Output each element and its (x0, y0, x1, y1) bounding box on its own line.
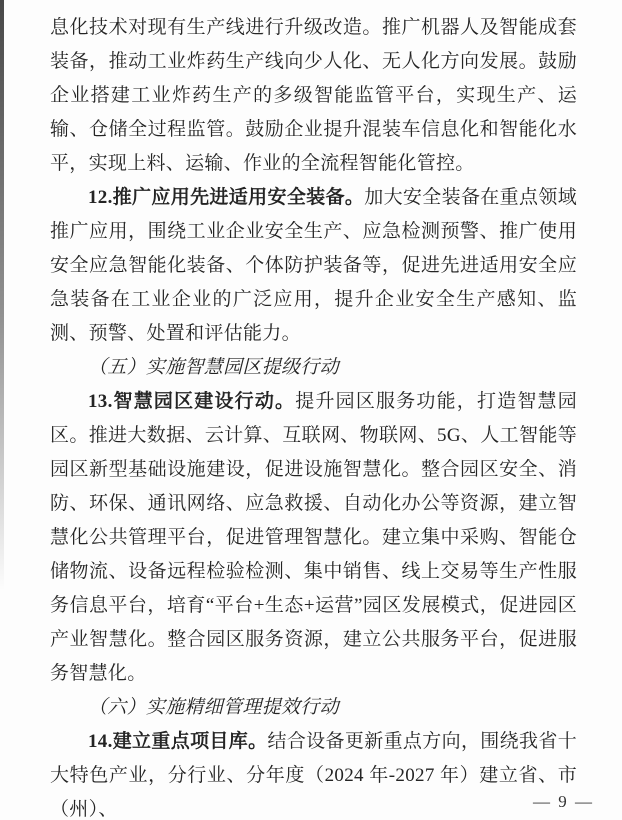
section-heading (50, 351, 577, 385)
section-heading-text: （六）实施精细管理提效行动 (88, 697, 339, 718)
scan-edge-artifact (0, 0, 4, 590)
body-paragraph (50, 11, 577, 181)
paragraph-text: 结合设备更新重点方向，围绕我省十大特色产业，分行业、分年度（2024 年-2027 年）建立省、市（州）、 (50, 731, 577, 820)
paragraph-text: 加大安全装备在重点领域推广应用，围绕工业企业安全生产、应急检测预警、推广使用安全应急智能化装备、个体防护装备等，促进先进适用安全应急装备在工业企业的广泛应用，提升企业安全生产感知、监测、预警、处置和评估能力。 (50, 187, 577, 344)
numbered-item-paragraph (50, 725, 577, 820)
numbered-item-paragraph (50, 181, 577, 351)
section-heading (50, 691, 577, 725)
numbered-item-lead: 12.推广应用先进适用安全装备。 (88, 187, 365, 208)
numbered-item-paragraph (50, 385, 577, 691)
section-heading-text: （五）实施智慧园区提级行动 (88, 357, 339, 378)
document-body (50, 11, 577, 820)
paragraph-text: 息化技术对现有生产线进行升级改造。推广机器人及智能成套装备，推动工业炸药生产线向少人化、无人化方向发展。鼓励企业搭建工业炸药生产的多级智能监管平台，实现生产、运输、仓储全过程监管。鼓励企业提升混装车信息化和智能化水平，实现上料、运输、作业的全流程智能化管控。 (50, 17, 577, 174)
paragraph-text: 提升园区服务功能，打造智慧园区。推进大数据、云计算、互联网、物联网、5G、人工智能等园区新型基础设施建设，促进设施智慧化。整合园区安全、消防、环保、通讯网络、应急救援、自动化办公等资源，建立智慧化公共管理平台，促进管理智慧化。建立集中采购、智能仓储物流、设备远程检验检测、集中销售、线上交易等生产性服务信息平台，培育“平台+生态+运营”园区发展模式，促进园区产业智慧化。整合园区服务资源，建立公共服务平台，促进服务智慧化。 (50, 391, 578, 684)
page-number: — 9 — (533, 792, 594, 811)
numbered-item-lead: 13.智慧园区建设行动。 (88, 391, 296, 412)
numbered-item-lead: 14.建立重点项目库。 (88, 731, 268, 752)
